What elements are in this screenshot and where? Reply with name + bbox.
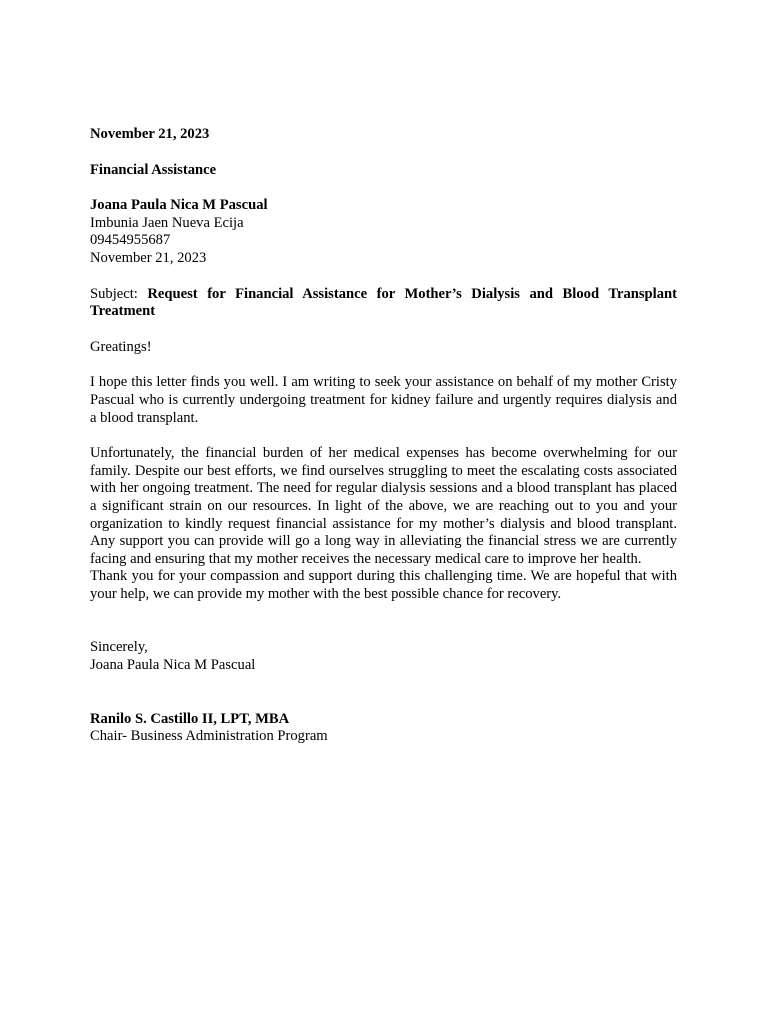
subject-text: Request for Financial Assistance for Mother’s Dialysis and Blood Transplant Treatment (90, 285, 677, 320)
recipient-name: Ranilo S. Castillo II, LPT, MBA (90, 710, 290, 727)
subject-label: Subject: (90, 285, 138, 302)
letter-heading: Financial Assistance (90, 161, 217, 178)
sender-date: November 21, 2023 (90, 249, 207, 266)
body-paragraph-2: Unfortunately, the financial burden of her medical expenses has become overwhelming for our family. Despite our best efforts, we find ourselves struggling to meet the escalating costs associated with her ongoing treatment. The need for regular dialysis sessions and a blood transplant has placed a significant strain on our resources. In light of the above, we are reaching out to you and your organization to kindly request financial assistance for my mother’s dialysis and blood transplant. Any support you can provide will go a long way in alleviating the financial stress we are currently facing and ensuring that my mother receives the necessary medical care to improve her health. (90, 445, 677, 567)
closing-block (90, 639, 677, 674)
sender-block (90, 197, 677, 267)
letter-page (90, 126, 677, 746)
sender-name: Joana Paula Nica M Pascual (90, 197, 268, 214)
sender-phone: 09454955687 (90, 232, 171, 249)
letter-date: November 21, 2023 (90, 126, 210, 142)
closing-name: Joana Paula Nica M Pascual (90, 657, 256, 674)
recipient-block (90, 711, 677, 746)
greeting: Greatings! (90, 338, 152, 355)
body-paragraph-1: I hope this letter finds you well. I am writing to seek your assistance on behalf of my mother Cristy Pascual who is currently undergoing treatment for kidney failure and urgently requires dialysis and a blood transplant. (90, 374, 677, 426)
subject-line (90, 286, 677, 321)
closing: Sincerely, (90, 639, 148, 656)
body-paragraph-3: Thank you for your compassion and support during this challenging time. We are hopeful that with your help, we can provide my mother with the best possible chance for recovery. (90, 568, 677, 602)
recipient-title: Chair- Business Administration Program (90, 728, 328, 745)
sender-address: Imbunia Jaen Nueva Ecija (90, 214, 244, 231)
